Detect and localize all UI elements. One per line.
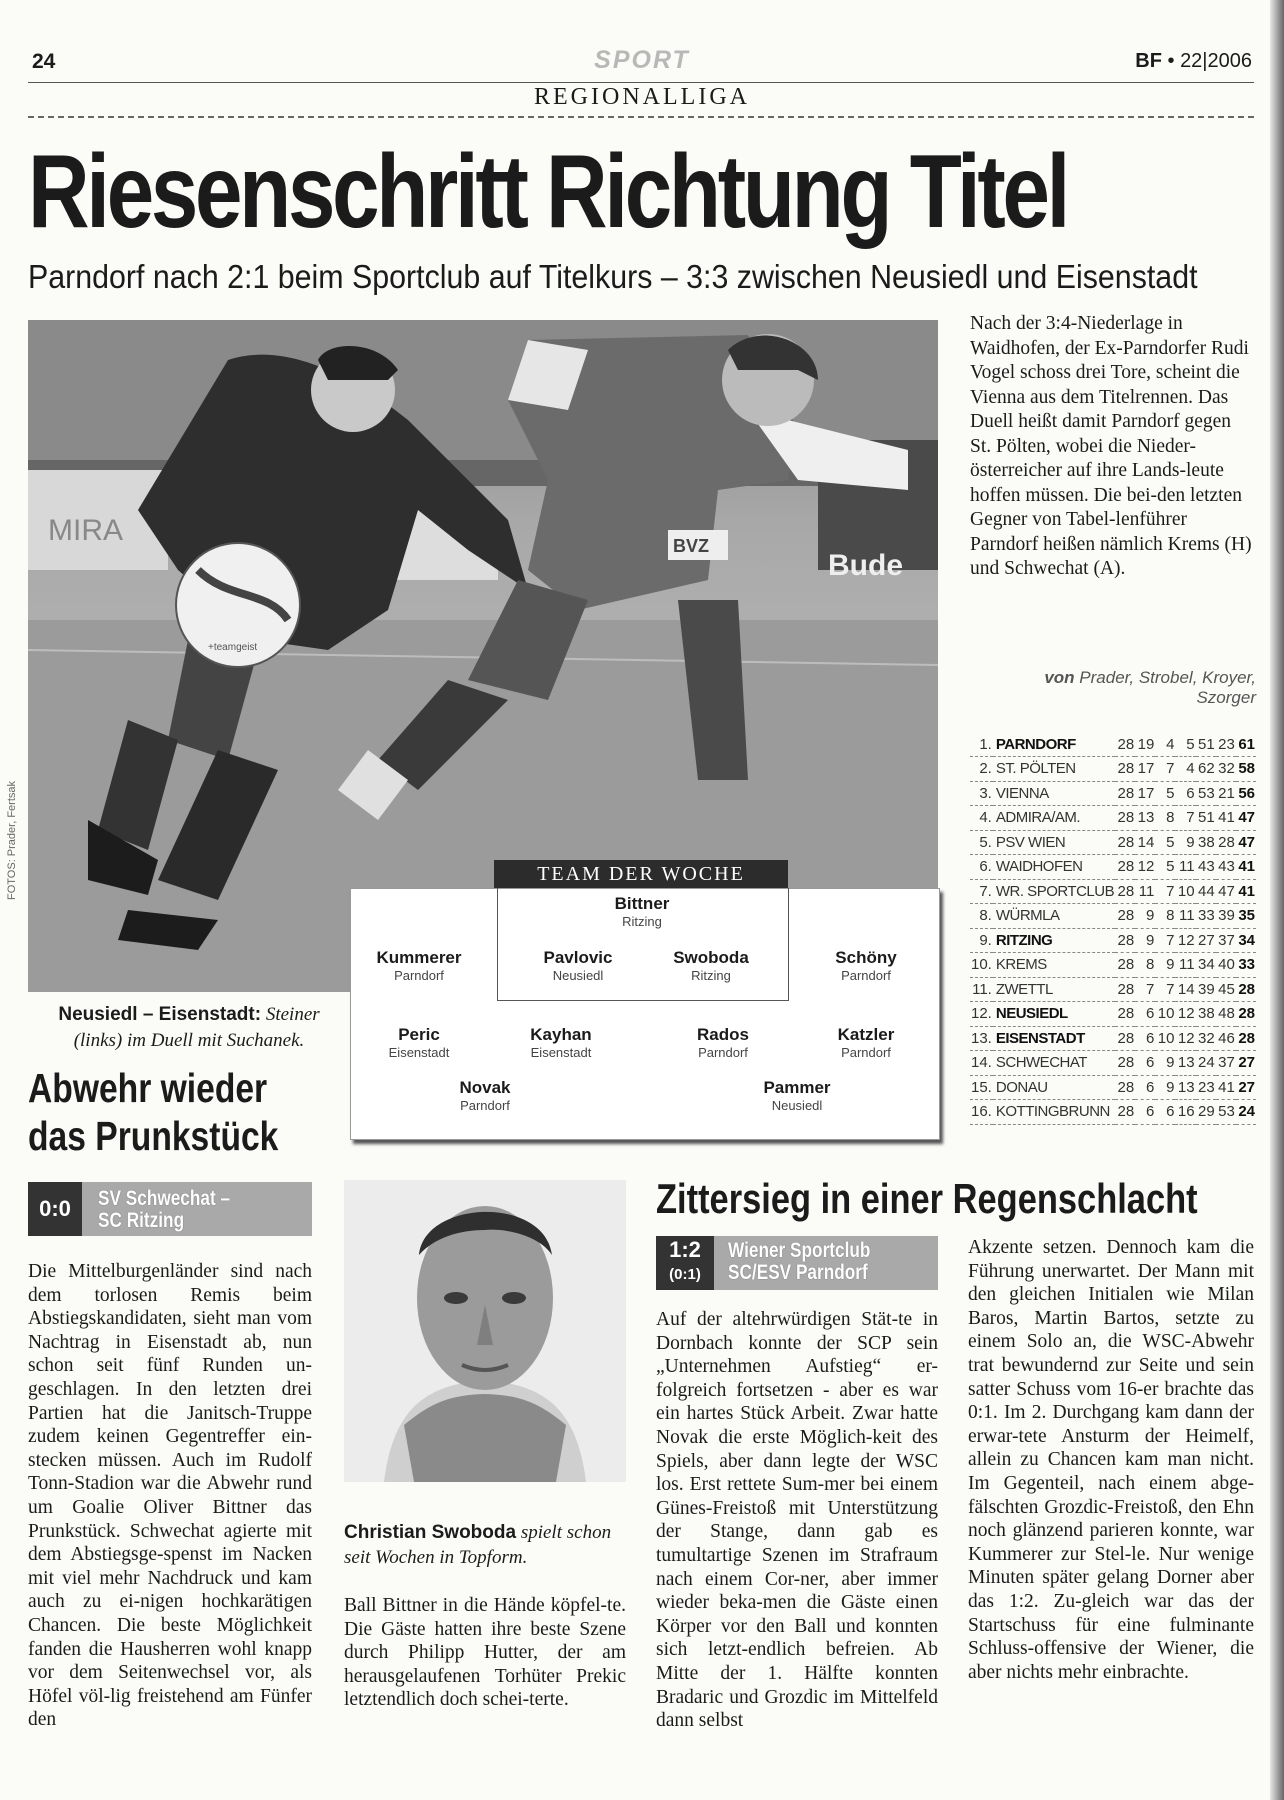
page-edge-shadow <box>1270 0 1284 1800</box>
table-row <box>970 1051 1256 1076</box>
standings-d-cell: 5 <box>1166 858 1175 876</box>
portrait-caption-text: spielt schon seit Wochen in Topform. <box>344 1522 612 1568</box>
player-name: Pammer <box>763 1078 831 1097</box>
standings-ga-cell: 41 <box>1218 809 1235 827</box>
standings-team-cell: WAIDHOFEN <box>995 858 1083 876</box>
standings-gf-cell: 38 <box>1198 1005 1215 1023</box>
player-club: Ritzing <box>622 914 662 929</box>
standings-d-cell: 9 <box>1166 956 1175 974</box>
standings-p-cell: 28 <box>1117 956 1135 974</box>
standings-l-cell: 4 <box>1186 760 1195 778</box>
sub-section-label: REGIONALLIGA <box>534 84 750 110</box>
standings-l-cell: 13 <box>1177 1078 1195 1096</box>
byline <box>990 668 1256 708</box>
standings-p-cell: 28 <box>1117 833 1135 851</box>
standings-w-cell: 14 <box>1137 833 1155 851</box>
standings-gf-cell: 24 <box>1198 1054 1215 1072</box>
standings-pts-cell: 33 <box>1238 956 1255 974</box>
photo-caption-text: Steiner (links) im Duell mit Suchanek. <box>73 1004 320 1051</box>
standings-team-cell: KREMS <box>995 956 1047 974</box>
standings-w-cell: 6 <box>1146 1078 1155 1096</box>
photo-caption-bold: Neusiedl – Eisenstadt: <box>58 1004 262 1025</box>
standings-ga-cell: 47 <box>1218 882 1235 900</box>
standings-w-cell: 6 <box>1146 1103 1155 1121</box>
shirt-sponsor: BVZ <box>673 536 709 556</box>
standings-l-cell: 12 <box>1177 1005 1195 1023</box>
table-row <box>970 977 1256 1002</box>
article1-team1: SV Schwechat – <box>98 1187 231 1210</box>
standings-ga-cell: 48 <box>1218 1005 1235 1023</box>
standings-w-cell: 6 <box>1146 1054 1155 1072</box>
standings-team-cell: ADMIRA/AM. <box>995 809 1081 827</box>
standings-l-cell: 7 <box>1186 809 1195 827</box>
standings-rank-cell: 15. <box>971 1078 992 1096</box>
player-club: Eisenstadt <box>388 1045 450 1060</box>
page-number: 24 <box>32 50 56 73</box>
article1-title <box>28 1064 278 1160</box>
player-club: Parndorf <box>841 1045 891 1060</box>
dashed-rule <box>28 116 1254 118</box>
standings-pts-cell: 28 <box>1238 1029 1255 1047</box>
team-of-week-title: TEAM DER WOCHE <box>494 860 788 888</box>
standings-p-cell: 28 <box>1117 1078 1135 1096</box>
table-row <box>970 904 1256 929</box>
ad-board-left: MIRA <box>48 514 123 547</box>
standings-d-cell: 5 <box>1166 833 1175 851</box>
standings-p-cell: 28 <box>1117 980 1135 998</box>
table-row <box>970 855 1256 880</box>
standings-ga-cell: 41 <box>1218 1078 1235 1096</box>
player-slot <box>503 948 653 984</box>
table-row <box>970 781 1256 806</box>
standings-rank-cell: 9. <box>979 931 992 949</box>
standings-team-cell: PSV WIEN <box>995 833 1066 851</box>
standings-team-cell: DONAU <box>995 1078 1048 1096</box>
photo-caption <box>58 1002 320 1054</box>
table-row <box>970 879 1256 904</box>
photo-credit: FOTOS: Prader, Fertsak <box>6 781 18 900</box>
standings-rank-cell: 6. <box>979 858 992 876</box>
standings-team-cell: NEUSIEDL <box>995 1005 1068 1023</box>
standings-team-cell: SCHWECHAT <box>995 1054 1087 1072</box>
standings-d-cell: 7 <box>1166 882 1175 900</box>
article2-score: 1:2 <box>669 1237 701 1262</box>
table-row <box>970 1075 1256 1100</box>
standings-pts-cell: 47 <box>1238 809 1255 827</box>
standings-ga-cell: 40 <box>1218 956 1235 974</box>
standings-ga-cell: 32 <box>1218 760 1235 778</box>
player-goalkeeper <box>567 894 717 930</box>
standings-l-cell: 11 <box>1179 956 1195 974</box>
table-row <box>970 953 1256 978</box>
standings-rank-cell: 10. <box>971 956 992 974</box>
standings-pts-cell: 61 <box>1238 735 1255 753</box>
table-row <box>970 928 1256 953</box>
table-row <box>970 1100 1256 1125</box>
standings-team-cell: RITZING <box>995 931 1053 949</box>
standings-table <box>970 732 1256 1125</box>
article1-body: Die Mittelburgenländer sind nach dem torlosen Remis beim Abstiegskandidaten, sieht man vom Nachtrag in Eisenstadt ab, nun schon seit fünf Runden un-geschlagen. In den letzten drei Partien hat die Janitsch-Truppe zudem keinen Gegentreffer ein-stecken müssen. Auch im Rudolf Tonn-Stadion war die Abwehr rund um Goalie Oliver Bittner das Prunkstück. Schwechat agierte mit dem Abstiegsge-spenst im Nacken mit viel mehr Nachdruck und kam auch zu ei-nigen hochkarätigen Chancen. Die beste Möglichkeit fanden die Hausherren wohl knapp vor dem Seitenwechsel vor, als Höfel völ-lig freistehend am Fünfer den <box>28 1261 312 1731</box>
standings-gf-cell: 38 <box>1198 833 1215 851</box>
player-slot <box>344 1025 494 1061</box>
header-rule <box>28 82 1254 83</box>
standings-w-cell: 13 <box>1137 809 1155 827</box>
standings-l-cell: 9 <box>1186 833 1195 851</box>
standings-pts-cell: 28 <box>1238 1005 1255 1023</box>
player-name: Rados <box>697 1025 749 1044</box>
article2-body-continued: Akzente setzen. Dennoch kam die Führung unerwartet. Der Mann mit den gleichen Initialen wie Milan Baros, Martin Bartos, setzte zu einem Solo an, die WSC-Abwehr trat bewundernd zur Seite und sein satter Schuss vom 16-er brachte das 0:1. Im 2. Durchgang kam dann der erwar-tete Ansturm der Heimelf, allein zu Chancen kam man nicht. Im Gegenteil, nach einem abge-fälschten Grozdic-Freistoß, den Ehn noch glänzend parieren konnte, war Kummerer zur Stel-le. Nur wenige Minuten später gelang Dorner aber das 1:2. Zu-gleich war das der Startschuss für eine fulminante Schluss-offensive der Wiener, die aber nichts mehr einbrachte. <box>968 1237 1254 1683</box>
standings-d-cell: 6 <box>1166 1103 1175 1121</box>
standings-w-cell: 9 <box>1146 907 1155 925</box>
standings-p-cell: 28 <box>1117 784 1135 802</box>
publication-name: BF <box>1135 50 1162 72</box>
subheadline: Parndorf nach 2:1 beim Sportclub auf Titelkurs – 3:3 zwischen Neusiedl und Eisenstadt <box>28 258 1198 295</box>
standings-ga-cell: 46 <box>1218 1029 1235 1047</box>
article2-team1: Wiener Sportclub <box>728 1239 871 1262</box>
standings-team-cell: WÜRMLA <box>995 907 1060 925</box>
player-slot <box>486 1025 636 1061</box>
standings-l-cell: 5 <box>1186 735 1195 753</box>
player-club: Parndorf <box>394 968 444 983</box>
standings-ga-cell: 23 <box>1218 735 1235 753</box>
standings-d-cell: 8 <box>1166 809 1175 827</box>
standings-gf-cell: 43 <box>1198 858 1215 876</box>
standings-l-cell: 10 <box>1177 882 1195 900</box>
player-club: Ritzing <box>691 968 731 983</box>
player-name: Swoboda <box>673 948 749 967</box>
standings-d-cell: 8 <box>1166 907 1175 925</box>
article2-teams <box>728 1240 870 1284</box>
lead-paragraph: Nach der 3:4-Niederlage in Waidhofen, der Ex-Parndorfer Rudi Vogel schoss drei Tore, scheint die Vienna aus dem Titelrennen. Das Duell heißt damit Parndorf gegen St. Pölten, wobei die Nieder-österreicher auf ihre Lands-leute hoffen müssen. Die bei-den letzten Gegner von Tabel-lenführer Parndorf heißen nämlich Krems (H) und Schwechat (A). <box>970 313 1252 579</box>
standings-p-cell: 28 <box>1117 735 1135 753</box>
player-name: Pavlovic <box>543 948 613 967</box>
article2-halftime: (0:1) <box>669 1266 701 1283</box>
standings-ga-cell: 53 <box>1218 1103 1235 1121</box>
standings-w-cell: 6 <box>1146 1005 1155 1023</box>
standings-gf-cell: 34 <box>1198 956 1215 974</box>
standings-l-cell: 12 <box>1177 1029 1195 1047</box>
standings-gf-cell: 23 <box>1198 1078 1215 1096</box>
section-label: SPORT <box>594 46 690 74</box>
article1-teams <box>98 1188 230 1232</box>
player-club: Neusiedl <box>771 1098 823 1113</box>
standings-l-cell: 11 <box>1179 907 1195 925</box>
player-club: Parndorf <box>698 1045 748 1060</box>
standings-gf-cell: 51 <box>1198 735 1215 753</box>
player-name: Kummerer <box>376 948 462 967</box>
standings-team-cell: KOTTINGBRUNN <box>995 1103 1110 1121</box>
standings-gf-cell: 51 <box>1198 809 1215 827</box>
standings-pts-cell: 35 <box>1238 907 1255 925</box>
standings-gf-cell: 53 <box>1198 784 1215 802</box>
article2-score-box <box>656 1236 714 1290</box>
standings-rank-cell: 2. <box>979 760 992 778</box>
standings-d-cell: 7 <box>1166 931 1175 949</box>
standings-pts-cell: 41 <box>1238 882 1255 900</box>
standings-d-cell: 7 <box>1166 760 1175 778</box>
article2-body: Auf der altehrwürdigen Stät-te in Dornbach konnte der SCP sein „Unternehmen Aufstieg“ er-folgreich fortsetzen - aber es war ein hartes Stück Arbeit. Zwar hatte Novak die erste Möglich-keit des Spiels, aber dann legte der WSC los. Erst rettete Sum-mer bei einem Günes-Freistoß mit Unterstützung der Stange, dann gab es tumultartige Szenen im Strafraum nach einem Cor-ner, aber immer wieder beka-men die Gäste einen Körper vor den Ball und konnten sich letzt-endlich befreien. Ab Mitte der 1. Hälfte konnten Bradaric und Grozdic im Mittelfeld dann selbst <box>656 1309 938 1732</box>
standings-ga-cell: 21 <box>1218 784 1235 802</box>
player-name: Kayhan <box>530 1025 592 1044</box>
standings-pts-cell: 41 <box>1238 858 1255 876</box>
player-slot <box>791 1025 941 1061</box>
standings-rank-cell: 12. <box>971 1005 992 1023</box>
standings-l-cell: 13 <box>1177 1054 1195 1072</box>
standings-gf-cell: 44 <box>1198 882 1215 900</box>
standings-d-cell: 10 <box>1157 1005 1175 1023</box>
table-row <box>970 1002 1256 1027</box>
article1-title-line2: das Prunkstück <box>28 1113 279 1159</box>
standings-w-cell: 12 <box>1137 858 1155 876</box>
issue-info <box>1135 50 1252 73</box>
issue-number: 22|2006 <box>1180 50 1252 72</box>
standings-p-cell: 28 <box>1117 1103 1135 1121</box>
player-name: Novak <box>459 1078 511 1097</box>
standings-team-cell: WR. SPORTCLUB <box>995 882 1115 900</box>
standings-ga-cell: 39 <box>1218 907 1235 925</box>
standings-w-cell: 8 <box>1146 956 1155 974</box>
standings-w-cell: 17 <box>1137 760 1155 778</box>
standings-gf-cell: 33 <box>1198 907 1215 925</box>
player-name: Schöny <box>835 948 897 967</box>
standings-l-cell: 16 <box>1177 1103 1195 1121</box>
standings-pts-cell: 24 <box>1238 1103 1255 1121</box>
standings-team-cell: EISENSTADT <box>995 1029 1085 1047</box>
standings-l-cell: 6 <box>1186 784 1195 802</box>
standings-rank-cell: 8. <box>979 907 992 925</box>
standings-gf-cell: 29 <box>1198 1103 1215 1121</box>
standings-gf-cell: 32 <box>1198 1029 1215 1047</box>
standings-pts-cell: 27 <box>1238 1054 1255 1072</box>
standings-team-cell: PARNDORF <box>995 735 1076 753</box>
portrait-photo <box>344 1180 626 1482</box>
player-club: Parndorf <box>841 968 891 983</box>
standings-rank-cell: 7. <box>979 882 992 900</box>
portrait-image <box>344 1180 626 1482</box>
standings-pts-cell: 56 <box>1238 784 1255 802</box>
table-row <box>970 757 1256 782</box>
standings-pts-cell: 47 <box>1238 833 1255 851</box>
table-row <box>970 1026 1256 1051</box>
standings-rank-cell: 5. <box>979 833 992 851</box>
standings-p-cell: 28 <box>1117 1054 1135 1072</box>
standings-w-cell: 17 <box>1137 784 1155 802</box>
standings-p-cell: 28 <box>1117 882 1135 900</box>
player-club: Eisenstadt <box>530 1045 592 1060</box>
player-name: Katzler <box>837 1025 895 1044</box>
player-club: Neusiedl <box>552 968 604 983</box>
player-slot <box>791 948 941 984</box>
standings-w-cell: 9 <box>1146 931 1155 949</box>
player-club: Parndorf <box>460 1098 510 1113</box>
standings-p-cell: 28 <box>1117 1005 1135 1023</box>
ad-board-right: Bude <box>828 549 903 582</box>
standings-d-cell: 5 <box>1166 784 1175 802</box>
standings-gf-cell: 39 <box>1198 980 1215 998</box>
standings-d-cell: 9 <box>1166 1078 1175 1096</box>
article2-team2: SC/ESV Parndorf <box>728 1261 868 1284</box>
byline-prefix: von <box>1044 668 1075 687</box>
standings-gf-cell: 27 <box>1198 931 1215 949</box>
standings-l-cell: 11 <box>1179 858 1195 876</box>
standings-w-cell: 11 <box>1138 882 1155 900</box>
player-name: Peric <box>398 1025 440 1044</box>
article1-score: 0:0 <box>28 1182 82 1236</box>
standings-ga-cell: 37 <box>1218 931 1235 949</box>
standings-p-cell: 28 <box>1117 907 1135 925</box>
byline-authors: Prader, Strobel, Kroyer, Szorger <box>1079 668 1256 707</box>
standings-team-cell: VIENNA <box>995 784 1049 802</box>
standings-p-cell: 28 <box>1117 931 1135 949</box>
table-row <box>970 732 1256 757</box>
portrait-caption-bold: Christian Swoboda <box>344 1522 517 1543</box>
standings-p-cell: 28 <box>1117 760 1135 778</box>
portrait-caption <box>344 1520 626 1570</box>
standings-rank-cell: 3. <box>979 784 992 802</box>
player-name: Bittner <box>614 894 670 913</box>
standings-w-cell: 6 <box>1146 1029 1155 1047</box>
standings-ga-cell: 37 <box>1218 1054 1235 1072</box>
standings-w-cell: 19 <box>1137 735 1155 753</box>
player-slot <box>636 948 786 984</box>
article1-team2: SC Ritzing <box>98 1209 185 1232</box>
standings-d-cell: 7 <box>1166 980 1175 998</box>
standings-team-cell: ST. PÖLTEN <box>995 760 1076 778</box>
article2-title: Zittersieg in einer Regenschlacht <box>656 1175 1198 1222</box>
standings-rank-cell: 13. <box>971 1029 992 1047</box>
player-slot <box>722 1078 872 1114</box>
standings-rank-cell: 4. <box>979 809 992 827</box>
standings-gf-cell: 62 <box>1198 760 1215 778</box>
player-slot <box>648 1025 798 1061</box>
standings-d-cell: 9 <box>1166 1054 1175 1072</box>
standings-pts-cell: 58 <box>1238 760 1255 778</box>
standings-ga-cell: 43 <box>1218 858 1235 876</box>
standings-rank-cell: 14. <box>971 1054 992 1072</box>
standings-l-cell: 14 <box>1177 980 1195 998</box>
player-slot <box>344 948 494 984</box>
standings-ga-cell: 45 <box>1218 980 1235 998</box>
table-row <box>970 830 1256 855</box>
standings-pts-cell: 27 <box>1238 1078 1255 1096</box>
standings-w-cell: 7 <box>1146 980 1155 998</box>
player-slot <box>410 1078 560 1114</box>
standings-l-cell: 12 <box>1177 931 1195 949</box>
standings-rank-cell: 16. <box>971 1103 992 1121</box>
article1-title-line1: Abwehr wieder <box>28 1065 268 1111</box>
headline: Riesenschritt Richtung Titel <box>28 134 1068 250</box>
standings-p-cell: 28 <box>1117 858 1135 876</box>
standings-rank-cell: 1. <box>979 735 992 753</box>
standings-d-cell: 10 <box>1157 1029 1175 1047</box>
standings-p-cell: 28 <box>1117 809 1135 827</box>
standings-pts-cell: 28 <box>1238 980 1255 998</box>
standings-pts-cell: 34 <box>1238 931 1255 949</box>
standings-rank-cell: 11. <box>972 980 992 998</box>
article1-body-continued: Ball Bittner in die Hände köpfel-te. Die Gäste hatten ihre beste Szene durch Philipp Hutter, der am herausgelaufenen Torhüter Prekic letztendlich doch schei-terte. <box>344 1595 626 1711</box>
ball-text: +teamgeist <box>208 642 258 653</box>
issue-separator: • <box>1167 50 1175 72</box>
standings-d-cell: 4 <box>1166 735 1175 753</box>
standings-ga-cell: 28 <box>1218 833 1235 851</box>
standings-p-cell: 28 <box>1117 1029 1135 1047</box>
table-row <box>970 806 1256 831</box>
standings-team-cell: ZWETTL <box>995 980 1053 998</box>
